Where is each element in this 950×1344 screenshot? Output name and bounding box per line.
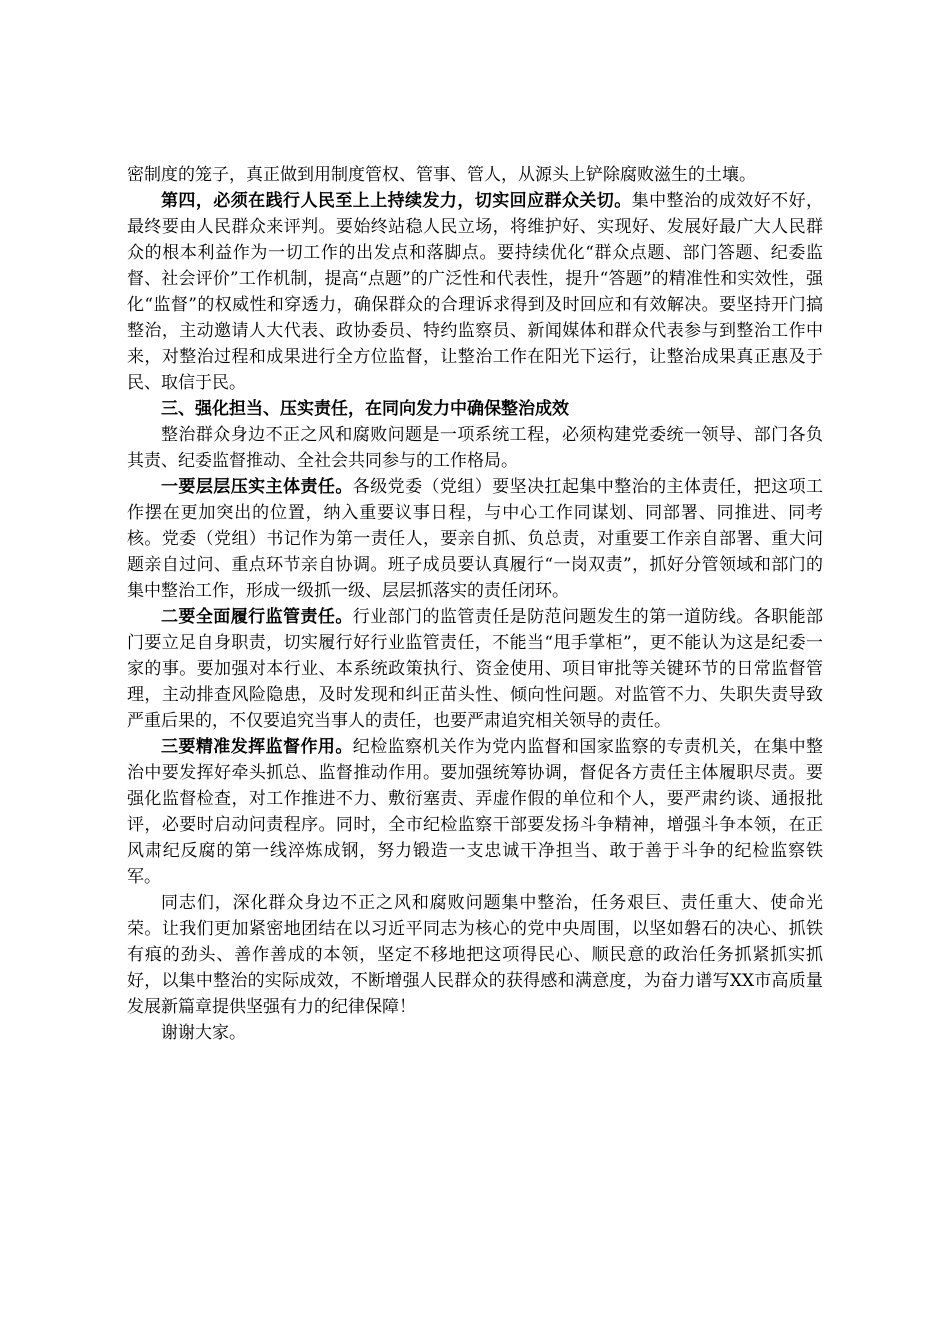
paragraph-text: 集中整治的成效好不好，最终要由人民群众来评判。要始终站稳人民立场，将维护好、实现好、发展好最广大人民群众的根本利益作为一切工作的出发点和落脚点。要持续优化“群众点题、部门答题、纪委监督、社会评价”工作机制，提高“点题”的广泛性和代表性，提升“答题”的精准性和实效性，强化“监督”的权威性和穿透力，确保群众的合理诉求得到及时回应和有效解决。要坚持开门搞整治，主动邀请人大代表、政协委员、特约监察员、新闻媒体和群众代表参与到整治工作中来，对整治过程和成果进行全方位监督，让整治工作在阳光下运行，让整治成果真正惠及于民、取信于民。 [127,191,824,393]
section-heading [127,396,823,422]
paragraph-closing [127,890,823,1020]
paragraph-fourth-point [127,188,823,396]
paragraph-third-duty [127,734,823,890]
paragraph-lead: 二要全面履行监管责任。 [161,607,353,627]
paragraph-text: 同志们，深化群众身边不正之风和腐败问题集中整治，任务艰巨、责任重大、使命光荣。让我们更加紧密地团结在以习近平同志为核心的党中央周围，以坚如磐石的决心、抓铁有痕的劲头、善作善成的本领，坚定不移地把这项得民心、顺民意的政治任务抓紧抓实抓好，以集中整治的实际成效，不断增强人民群众的获得感和满意度，为奋力谱写XX市高质量发展新篇章提供坚强有力的纪律保障！ [127,893,823,1017]
paragraph-lead: 一要层层压实主体责任。 [161,477,353,497]
paragraph-first-duty [127,474,823,604]
paragraph-text: 纪检监察机关作为党内监督和国家监察的专责机关，在集中整治中要发挥好牵头抓总、监督推动作用。要加强统筹协调，督促各方责任主体履职尽责。要强化监督检查，对工作推进不力、敷衍塞责、弄虚作假的单位和个人，要严肃约谈、通报批评，必要时启动问责程序。同时，全市纪检监察干部要发扬斗争精神，增强斗争本领，在正风肃纪反腐的第一线淬炼成钢，努力锻造一支忠诚干净担当、敢于善于斗争的纪检监察铁军。 [127,737,824,887]
document-body [127,162,823,1046]
paragraph-text: 谢谢大家。 [161,1023,246,1043]
paragraph-text: 密制度的笼子，真正做到用制度管权、管事、管人，从源头上铲除腐败滋生的土壤。 [127,165,756,185]
paragraph-text: 行业部门的监管责任是防范问题发生的第一道防线。各职能部门要立足自身职责，切实履行好行业监管责任，不能当“甩手掌柜”，更不能认为这是纪委一家的事。要加强对本行业、本系统政策执行、资金使用、项目审批等关键环节的日常监督管理，主动排查风险隐患，及时发现和纠正苗头性、倾向性问题。对监管不力、失职失责导致严重后果的，不仅要追究当事人的责任，也要严肃追究相关领导的责任。 [127,607,824,731]
paragraph-text: 各级党委（党组）要坚决扛起集中整治的主体责任，把这项工作摆在更加突出的位置，纳入重要议事日程，与中心工作同谋划、同部署、同推进、同考核。党委（党组）书记作为第一责任人，要亲自抓、负总责，对重要工作亲自部署、重大问题亲自过问、重点环节亲自协调。班子成员要认真履行“一岗双责”，抓好分管领域和部门的集中整治工作，形成一级抓一级、层层抓落实的责任闭环。 [127,477,824,601]
paragraph-intro [127,422,823,474]
paragraph-lead: 第四，必须在践行人民至上上持续发力，切实回应群众关切。 [161,191,632,211]
paragraph-lead: 三要精准发挥监督作用。 [161,737,353,757]
section-heading-text: 三、强化担当、压实责任，在同向发力中确保整治成效 [161,399,569,419]
paragraph-text: 整治群众身边不正之风和腐败问题是一项系统工程，必须构建党委统一领导、部门各负其责、纪委监督推动、全社会共同参与的工作格局。 [127,425,823,471]
paragraph-continuation [127,162,823,188]
paragraph-second-duty [127,604,823,734]
paragraph-thanks [127,1020,823,1046]
